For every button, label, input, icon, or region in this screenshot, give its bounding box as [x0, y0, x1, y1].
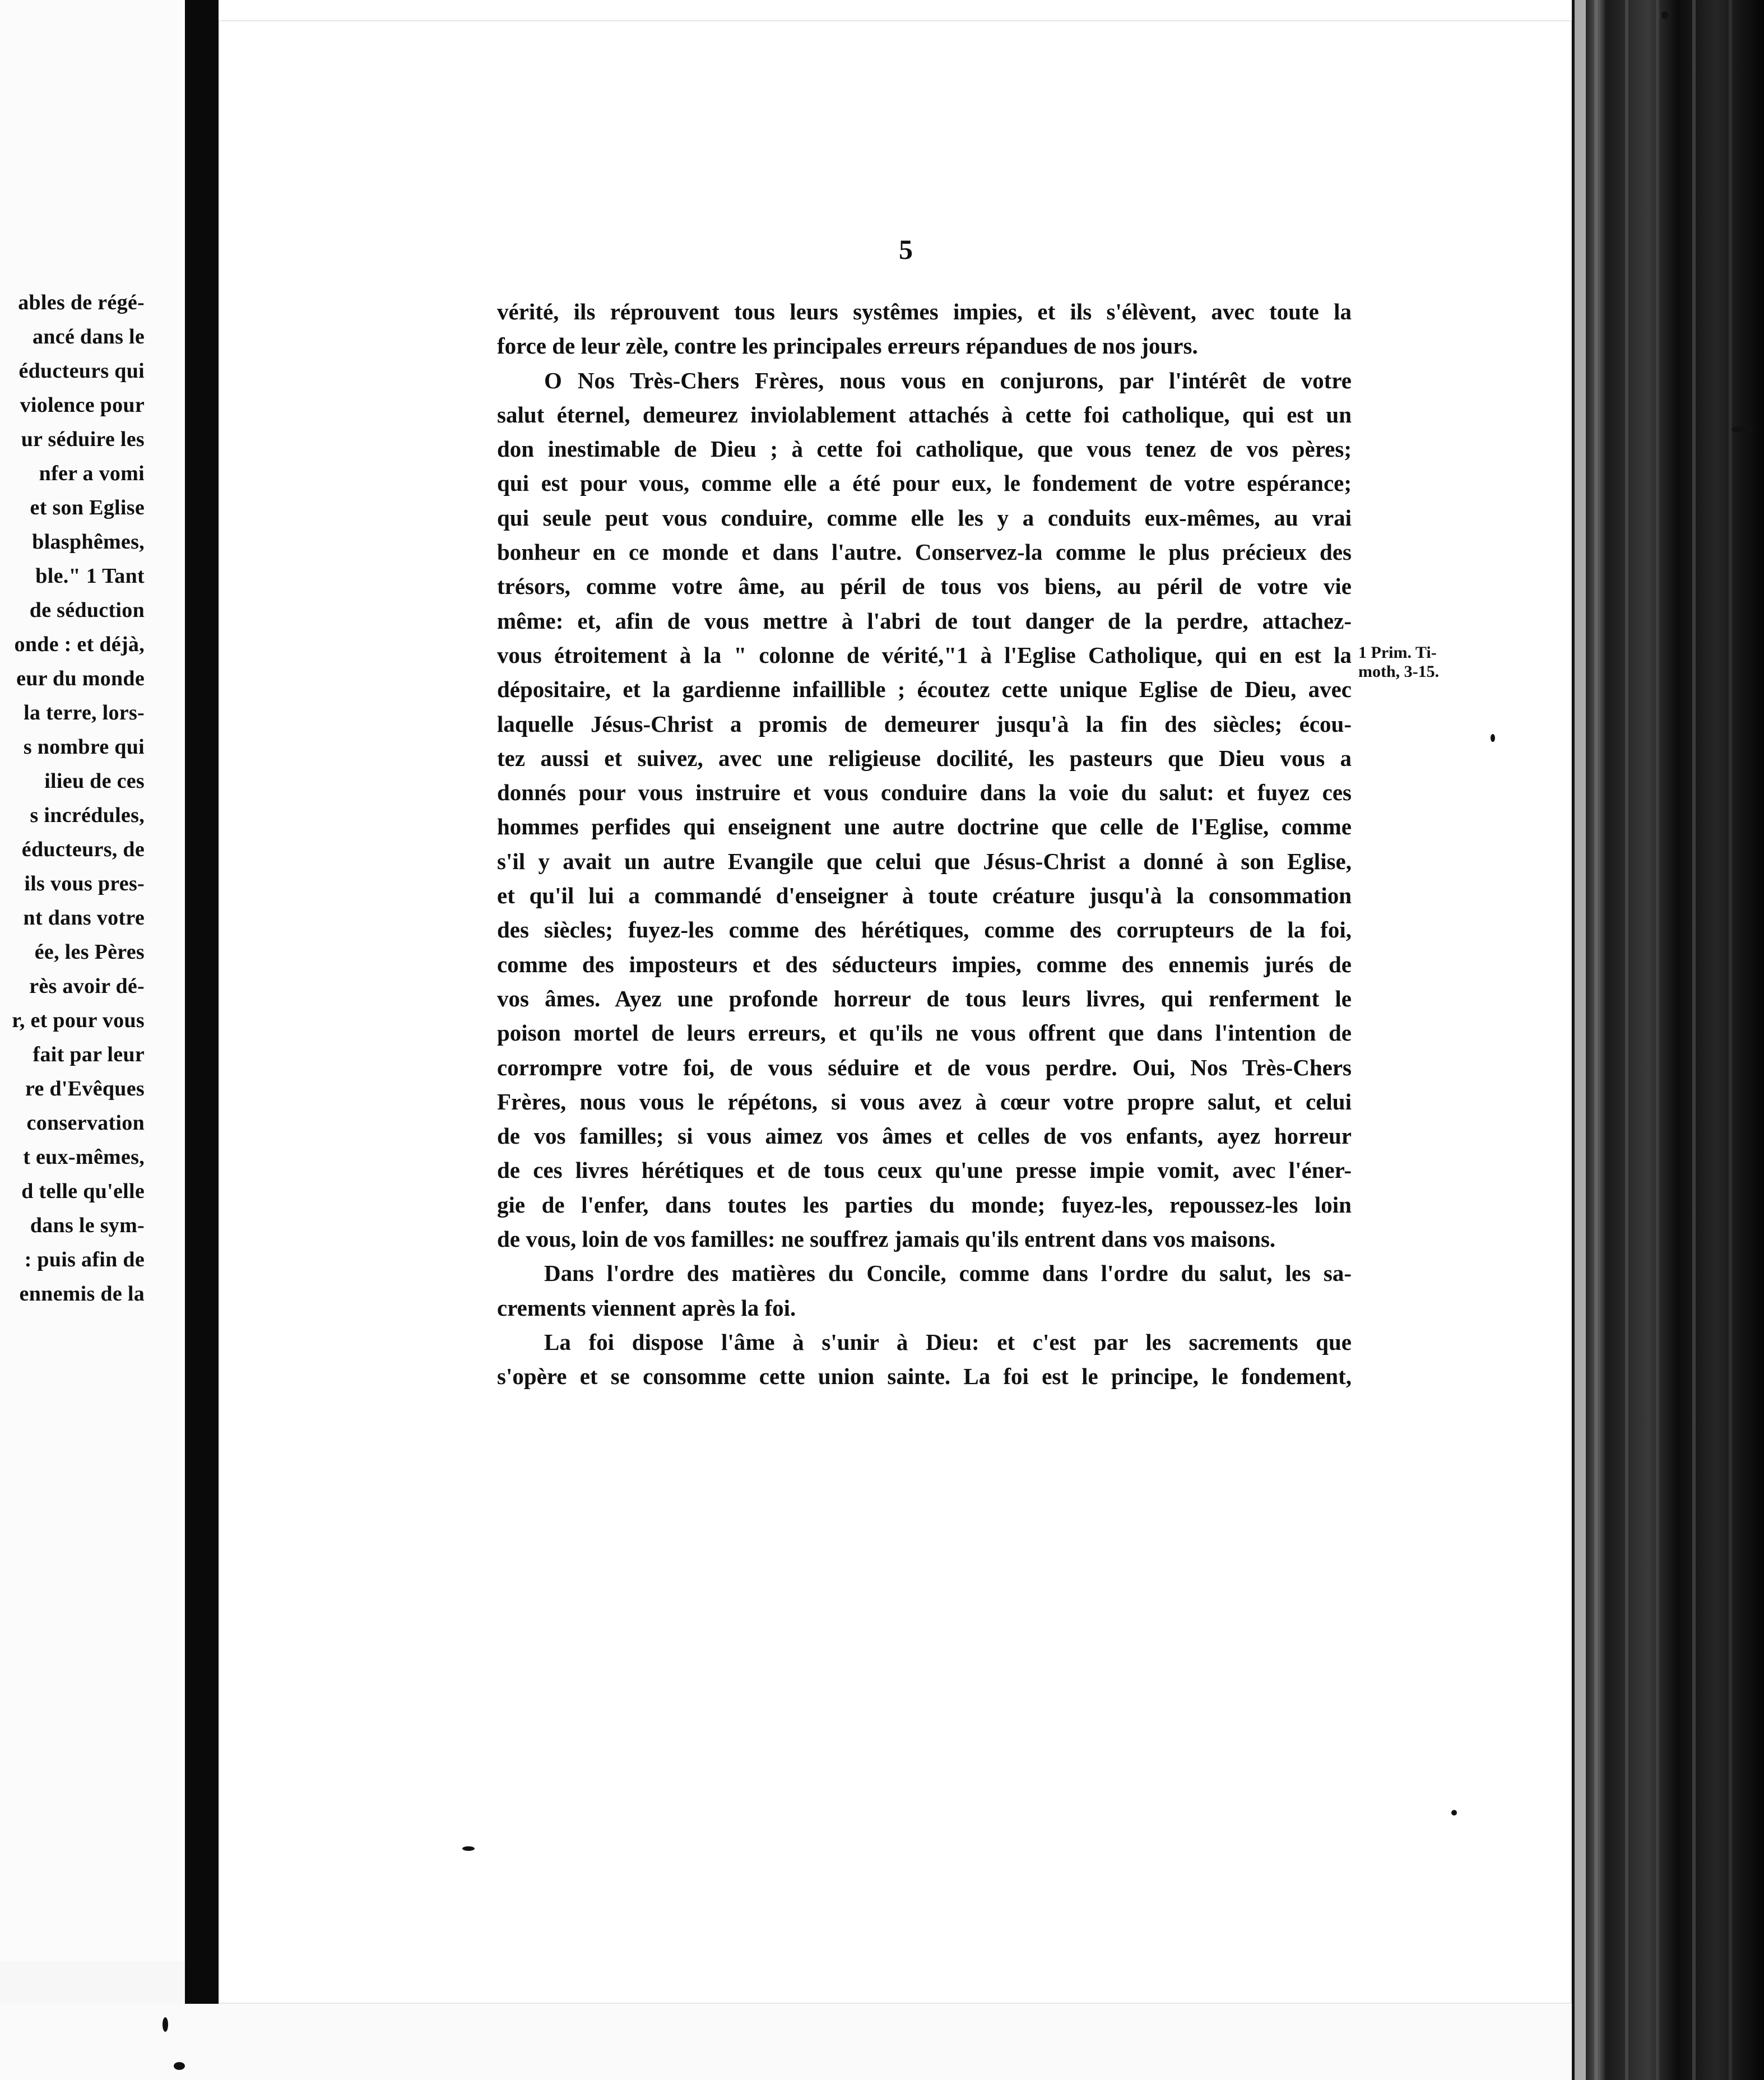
text-line: laquelle Jésus-Christ a promis de demeurer jusqu'à la fin des siècles; écou- — [497, 711, 1352, 737]
text-line: de vos familles; si vous aimez vos âmes et celles de vos enfants, ayez horreur — [497, 1123, 1352, 1149]
text-line: Dans l'ordre des matières du Concile, comme dans l'ordre du salut, les sa- — [544, 1260, 1352, 1287]
text-line: des siècles; fuyez-les comme des hérétiques, comme des corrupteurs de la foi, — [497, 917, 1352, 943]
ink-speck — [1661, 11, 1668, 19]
text-line: et qu'il lui a commandé d'enseigner à toute créature jusqu'à la consommation — [497, 883, 1352, 909]
text-line: Frères, nous vous le répétons, si vous avez à cœur votre propre salut, et celui — [497, 1088, 1352, 1115]
text-line: donnés pour vous instruire et vous conduire dans la voie du salut: et fuyez ces — [497, 779, 1352, 806]
main-page — [219, 20, 1572, 2004]
left-page-line: s nombre qui — [23, 735, 145, 759]
text-line: s'il y avait un autre Evangile que celui que Jésus-Christ a donné à son Eglise, — [497, 848, 1352, 874]
left-page-line: nt dans votre — [23, 906, 145, 930]
book-page-edges — [1572, 0, 1764, 2080]
left-page-line: rès avoir dé- — [29, 974, 145, 998]
marginal-note-line: 1 Prim. Ti- — [1358, 643, 1437, 662]
text-line: qui est pour vous, comme elle a été pour eux, le fondement de votre espérance; — [497, 470, 1352, 496]
text-line: salut éternel, demeurez inviolablement attachés à cette foi catholique, qui est un — [497, 401, 1352, 428]
left-page-line: d telle qu'elle — [21, 1180, 145, 1203]
left-page-line: re d'Evêques — [25, 1077, 145, 1101]
ink-speck — [462, 1846, 475, 1851]
left-page-line: s incrédules, — [30, 804, 145, 827]
left-page-line: ennemis de la — [19, 1282, 145, 1306]
text-line: comme des imposteurs et des séducteurs impies, comme des ennemis jurés de — [497, 951, 1352, 977]
left-page-line: ble." 1 Tant — [35, 564, 145, 588]
page-edge-highlight — [1575, 0, 1586, 2080]
body-text — [497, 295, 1352, 1394]
text-line: de vous, loin de vos familles: ne souffrez jamais qu'ils entrent dans vos maisons. — [497, 1226, 1276, 1252]
page-edge-line — [1656, 0, 1659, 2080]
text-line: dépositaire, et la gardienne infaillible ; écoutez cette unique Eglise de Dieu, avec — [497, 676, 1352, 703]
text-line: don inestimable de Dieu ; à cette foi catholique, que vous tenez de vos pères; — [497, 436, 1352, 462]
text-line: tez aussi et suivez, avec une religieuse docilité, les pasteurs que Dieu vous a — [497, 745, 1352, 771]
text-line: vérité, ils réprouvent tous leurs systêmes impies, et ils s'élèvent, avec toute la — [497, 299, 1352, 324]
text-line: bonheur en ce monde et dans l'autre. Conservez-la comme le plus précieux des — [497, 539, 1352, 565]
text-line: crements viennent après la foi. — [497, 1294, 796, 1321]
left-page-line: r, et pour vous — [12, 1009, 145, 1032]
left-page-line: t eux-mêmes, — [23, 1145, 145, 1169]
left-page-line: dans le sym- — [30, 1214, 145, 1237]
text-line: vous étroitement à la " colonne de vérité,"1 à l'Eglise Catholique, qui en est la — [497, 642, 1352, 668]
left-page-line: ancé dans le — [33, 325, 145, 349]
book-gutter — [185, 0, 219, 2080]
left-page-line: ables de régé- — [18, 291, 145, 314]
text-line: trésors, comme votre âme, au péril de tous vos biens, au péril de votre vie — [497, 573, 1352, 600]
left-page-line: éducteurs qui — [18, 359, 145, 383]
ink-speck — [1491, 734, 1495, 742]
text-line: vos âmes. Ayez une profonde horreur de tous leurs livres, qui renferment le — [497, 985, 1352, 1011]
text-line: s'opère et se consomme cette union sainte. La foi est le principe, le fondement, — [497, 1363, 1352, 1390]
left-page-line: de séduction — [29, 598, 145, 622]
ink-speck — [1731, 426, 1754, 433]
left-page-text-column — [0, 286, 145, 1311]
left-page-line: eur du monde — [16, 667, 145, 690]
left-page-line: conservation — [26, 1111, 145, 1135]
ink-speck — [174, 2062, 185, 2070]
text-line: corrompre votre foi, de vous séduire et de vous perdre. Oui, Nos Très-Chers — [497, 1054, 1352, 1080]
left-page-line: onde : et déjà, — [14, 633, 145, 656]
left-page-line: ilieu de ces — [44, 769, 145, 793]
left-page-line: fait par leur — [33, 1043, 145, 1066]
page-edge-line — [1729, 0, 1732, 2080]
ink-speck — [1451, 1810, 1457, 1816]
text-line: de ces livres hérétiques et de tous ceux qu'une presse impie vomit, avec l'éner- — [497, 1157, 1352, 1183]
page-number: 5 — [899, 234, 913, 265]
text-line: O Nos Très-Chers Frères, nous vous en conjurons, par l'intérêt de votre — [544, 367, 1352, 393]
left-page-line: nfer a vomi — [39, 462, 145, 485]
marginal-note — [1358, 643, 1439, 681]
left-page-line: ur séduire les — [21, 428, 145, 451]
text-line: hommes perfides qui enseignent une autre doctrine que celle de l'Eglise, comme — [497, 814, 1352, 840]
left-page-line: et son Eglise — [30, 496, 145, 519]
left-page-line: la terre, lors- — [24, 701, 145, 725]
page-edge-line — [1625, 0, 1628, 2080]
marginal-note-line: moth, 3-15. — [1358, 662, 1440, 681]
text-line: gie de l'enfer, dans toutes les parties du monde; fuyez-les, repoussez-les loin — [497, 1191, 1352, 1218]
page-edge-line — [1594, 0, 1598, 2080]
left-page-line: ils vous pres- — [24, 872, 145, 895]
text-line: force de leur zèle, contre les principales erreurs répandues de nos jours. — [497, 333, 1198, 359]
text-line: La foi dispose l'âme à s'unir à Dieu: et c'est par les sacrements que — [544, 1329, 1352, 1355]
page-edge-line — [1692, 0, 1696, 2080]
left-page-line: éducteurs, de — [21, 838, 145, 861]
text-line: poison mortel de leurs erreurs, et qu'ils ne vous offrent que dans l'intention de — [497, 1020, 1352, 1046]
page-bottom-margin — [0, 2004, 1572, 2080]
left-page-line: violence pour — [20, 393, 145, 417]
left-page-line: : puis afin de — [24, 1248, 145, 1271]
left-page-line: ée, les Pères — [34, 940, 145, 964]
text-line: qui seule peut vous conduire, comme elle les y a conduits eux-mêmes, au vrai — [497, 504, 1352, 531]
text-line: même: et, afin de vous mettre à l'abri de tout danger de la perdre, attachez- — [497, 607, 1352, 634]
left-facing-page — [0, 0, 186, 1961]
left-page-line: blasphêmes, — [32, 530, 145, 554]
ink-speck — [163, 2017, 168, 2032]
